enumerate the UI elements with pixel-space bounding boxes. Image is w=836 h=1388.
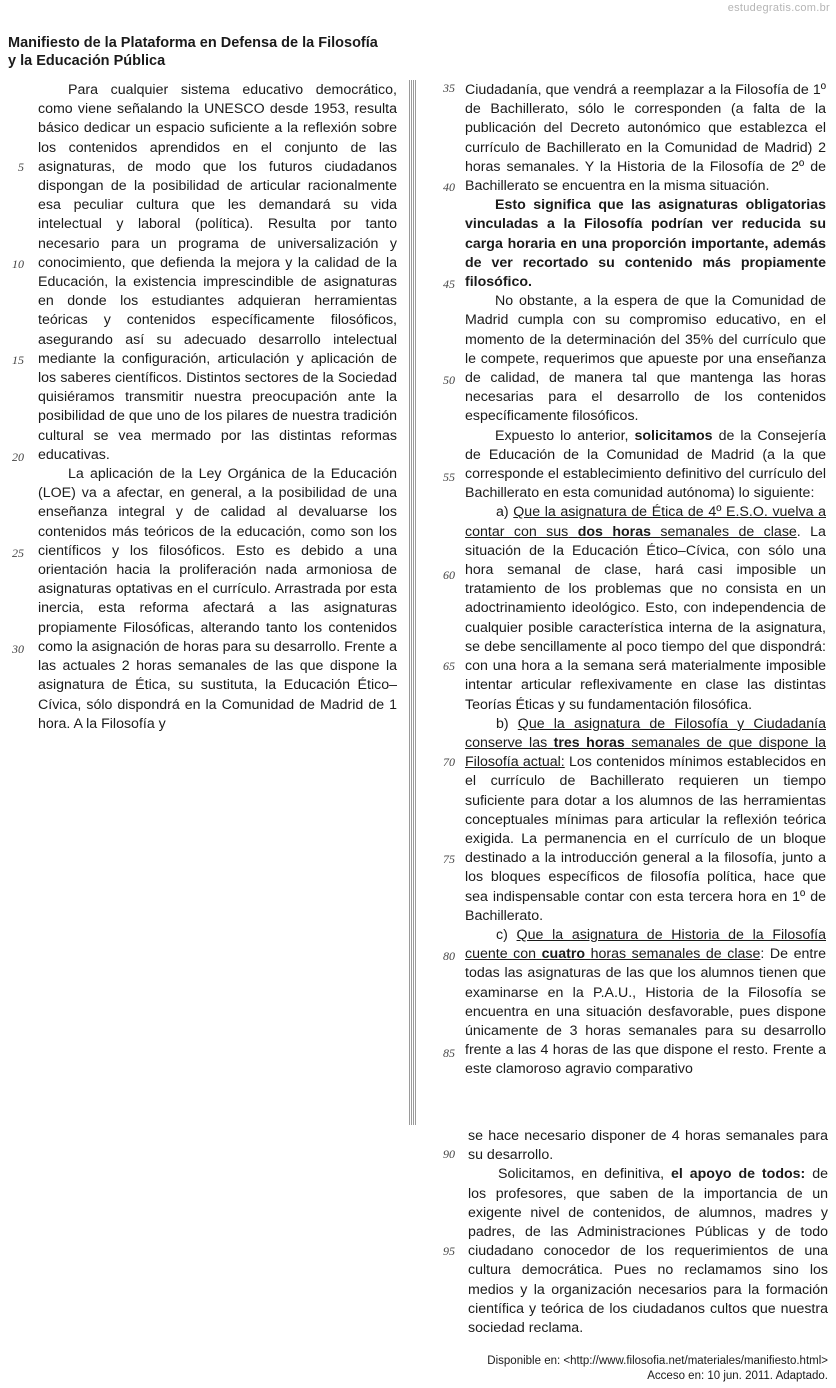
item-a-etica xyxy=(465,503,826,714)
paragraph-ciudadania: Ciudadanía, que vendrá a reemplazar a la Filosofía de 1º de Bachillerato, sólo le corresponden (a falta de la publicación del Decreto autonómico que establezca el currículo de Bachillerato en la Comunidad de Madrid) 2 horas semanales. Y la Historia de la Filosofía de 2º de Bachillerato se encuentra en la misma situación. xyxy=(465,82,826,195)
item-b-underlined: Que la asignatura de Filosofía y Ciudadanía conserve las tres horas semanales de que dispone la Filosofía actual: xyxy=(465,715,826,771)
line-number: 10 xyxy=(12,257,24,271)
item-c-historia-filosofia xyxy=(465,926,826,1080)
line-number: 80 xyxy=(443,949,455,963)
paragraph-unesco: Para cualquier sistema educativo democrático, como viene señalando la UNESCO desde 1953, resulta básico dedicar un espacio suficiente a la reflexión sobre los contenidos aprendidos en el conjunto de las asignaturas, de modo que los futuros ciudadanos dispongan de la posibilidad de articular racionalmente esa peculiar cultura que les demandará su vida intelectual y laboral (política). Resulta por tanto necesario para un programa de universalización y conocimiento, que defienda la mejora y la calidad de la Educación, la existencia imprescindible de asignaturas en donde los estudiantes adquieran herramientas teóricas y contenidos específicamente filosóficos, asegurando así su adecuado desarrollo intelectual mediante la configuración, articulación y aplicación de los saberes científicos. Distintos sectores de la Sociedad quisiéramos transmitir nuestra preocupación ante la posibilidad de que uno de los pilares de nuestra tradición cultural se vea mermado por las distintas reformas educativas. xyxy=(38,82,397,463)
line-number: 90 xyxy=(443,1147,455,1161)
line-number: 95 xyxy=(443,1244,455,1258)
solicitamos-bold: solicitamos xyxy=(634,427,713,444)
paragraph-solicitamos-definitiva xyxy=(468,1165,828,1338)
tail-column xyxy=(468,1127,828,1338)
title-line-1: Manifiesto de la Plataforma en Defensa de la Filosofía xyxy=(8,35,378,51)
line-number: 60 xyxy=(443,568,455,582)
left-column xyxy=(38,81,397,734)
document-title xyxy=(8,34,408,70)
paragraph-loe: La aplicación de la Ley Orgánica de la Educación (LOE) va a afectar, en general, a la posibilidad de una enseñanza integral y de calidad al devaluarse los contenidos más teóricos de la educación, como son los científicos y los filosóficos. Esto es debido a una orientación hacia la proliferación nada armoniosa de asignaturas optativas en el currículo. Arrastrada por esta inercia, esta reforma afectará a las asignaturas propiamente Filosóficas, alterando tanto los contenidos como la asignación de horas para su desarrollo. Frente a las actuales 2 horas semanales de las que dispone la asignatura de Ética, su sustituta, la Educación Ético–Cívica, sólo dispondrá en la Comunidad de Madrid de 1 hora. A la Filosofía y xyxy=(38,466,397,732)
item-b-marker: b) xyxy=(496,715,509,732)
source-url-line: Disponible en: <http://www.filosofia.net/materiales/manifiesto.html> xyxy=(487,1355,828,1367)
line-number: 65 xyxy=(443,659,455,673)
definitiva-text-a: Solicitamos, en definitiva, xyxy=(498,1166,665,1183)
item-b-filosofia-ciudadania xyxy=(465,715,826,926)
paragraph-expuesto xyxy=(465,427,826,504)
item-c-marker: c) xyxy=(496,926,508,943)
paragraph-esto-significa xyxy=(465,196,826,292)
line-number: 75 xyxy=(443,852,455,866)
dos-horas-bold: dos horas xyxy=(577,523,651,540)
paragraph-cuatro-horas: se hace necesario disponer de 4 horas semanales para su desarrollo. xyxy=(468,1128,828,1164)
line-number: 40 xyxy=(443,180,455,194)
line-number: 85 xyxy=(443,1046,455,1060)
item-c-underlined: Que la asignatura de Historia de la Filosofía cuente con cuatro horas semanales de clase xyxy=(465,926,826,963)
site-watermark: estudegratis.com.br xyxy=(727,2,830,14)
line-number: 50 xyxy=(443,373,455,387)
item-a-underlined: Que la asignatura de Ética de 4º E.S.O. vuelva a contar con sus dos horas semanales de clase xyxy=(465,504,826,540)
column-divider xyxy=(409,80,416,1125)
line-number: 45 xyxy=(443,277,455,291)
source-citation xyxy=(487,1354,828,1384)
line-number: 5 xyxy=(18,160,24,174)
item-a-marker: a) xyxy=(496,504,509,521)
item-c-rest: : De entre todas las asignaturas de las que los alumnos tienen que examinarse en la P.A.U., Historia de la Filosofía se encuentra en una situación desfavorable, pues dispone únicamente de 3 horas semanales para su desarrollo frente a las 4 horas de las que dispone el resto. Frente a este clamoroso agravio comparativo xyxy=(465,946,826,1078)
cuatro-bold: cuatro xyxy=(541,946,586,963)
line-number: 35 xyxy=(443,81,455,95)
bold-statement: Esto significa que las asignaturas obligatorias vinculadas a la Filosofía podrían ver reducida su carga horaria en una proporción importante, además de ver recortado su contenido más propiamente filosófico. xyxy=(465,197,826,291)
expuesto-text-b: de la Consejería de Educación de la Comunidad de Madrid (a la que corresponde el establecimiento definitivo del currículo del Bachillerato en esta comunidad autónoma) lo siguiente: xyxy=(465,427,826,502)
right-column xyxy=(465,81,826,1080)
line-number: 20 xyxy=(12,450,24,464)
line-number: 30 xyxy=(12,642,24,656)
item-b-rest: Los contenidos mínimos establecidos en el currículo de Bachillerato requieren un tiempo suficiente para dotar a los alumnos de las herramientas conceptuales mínimas para articular la reflexión teórica exigida. La permanencia en el currículo de un bloque destinado a la introducción general a la filosofía, junto a los bloques específicos de filosofía política, hace que sea indispensable contar con esta tercera hora en 1º de Bachillerato. xyxy=(465,754,826,924)
line-number: 15 xyxy=(12,353,24,367)
definitiva-text-b: de los profesores, que saben de la importancia de un exigente nivel de contenidos, de alumnos, madres y padres, de las Administraciones Públicas y de todo ciudadano conocedor de los requerimientos de una cultura democrática. Pues no reclamamos sino los medios y la organización necesarios para la formación científica y teórica de los ciudadanos cultos que nuestra sociedad reclama. xyxy=(468,1166,828,1337)
paragraph-no-obstante: No obstante, a la espera de que la Comunidad de Madrid cumpla con su compromiso educativo, en el momento de la determinación del 35% del currículo que le compete, requerimos que apueste por una enseñanza de calidad, de manera tal que mantenga las horas necesarias para el desarrollo de los contenidos específicamente filosóficos. xyxy=(465,293,826,425)
expuesto-text-a: Expuesto lo anterior, xyxy=(495,427,629,444)
tres-horas-bold: tres horas xyxy=(553,734,625,751)
line-number: 55 xyxy=(443,470,455,484)
apoyo-bold: el apoyo de todos: xyxy=(670,1166,806,1183)
line-number: 25 xyxy=(12,546,24,560)
source-access-line: Acceso en: 10 jun. 2011. Adaptado. xyxy=(647,1370,828,1382)
title-line-2: y la Educación Pública xyxy=(8,53,166,69)
line-number: 70 xyxy=(443,755,455,769)
item-a-rest: . La situación de la Educación Ético–Cívica, con sólo una hora semanal de clase, hará casi imposible un tratamiento de los problemas que no consista en un adoctrinamiento ideológico. Esto, con independencia de cualquier posible característica interna de la asignatura, se debe sencillamente al poco tiempo del que dispondrá: con una hora a la semana será materialmente imposible intentar articular reflexivamente en clase las distintas Teorías Éticas y su fundamentación filosófica. xyxy=(465,523,826,713)
